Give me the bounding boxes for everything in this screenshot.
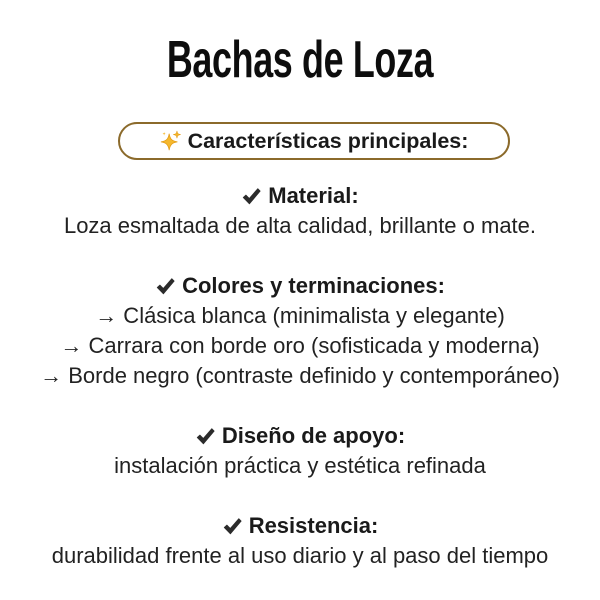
section-material: [0, 181, 600, 241]
section-heading-text: Diseño de apoyo:: [221, 423, 406, 448]
section-resistance: [0, 511, 600, 571]
section-heading-text: Material:: [268, 183, 359, 208]
check-icon: [155, 276, 176, 297]
features-badge: [118, 122, 510, 160]
section-line: durabilidad frente al uso diario y al paso del tiempo: [51, 543, 549, 568]
check-icon: [222, 516, 243, 537]
section-line: → Clásica blanca (minimalista y elegante): [95, 303, 505, 328]
section-line: Loza esmaltada de alta calidad, brillante o mate.: [63, 213, 537, 238]
section-line: → Carrara con borde oro (sofisticada y moderna): [60, 333, 540, 358]
page-title: Bachas de Loza: [166, 31, 434, 89]
section-heading-text: Colores y terminaciones:: [182, 273, 445, 298]
section-heading: [0, 181, 600, 211]
section-heading-text: Resistencia:: [248, 513, 379, 538]
section-colors: [0, 271, 600, 391]
badge-label: Características principales:: [187, 128, 469, 153]
check-icon: [241, 186, 262, 207]
title-container: [0, 30, 600, 90]
section-line: instalación práctica y estética refinada: [114, 453, 486, 478]
section-heading: [0, 511, 600, 541]
section-heading: [0, 271, 600, 301]
check-icon: [195, 426, 216, 447]
section-design: [0, 421, 600, 481]
section-line: → Borde negro (contraste definido y contemporáneo): [40, 363, 560, 388]
sparkles-icon: [160, 130, 182, 152]
features-list: [0, 181, 600, 571]
section-heading: [0, 421, 600, 451]
